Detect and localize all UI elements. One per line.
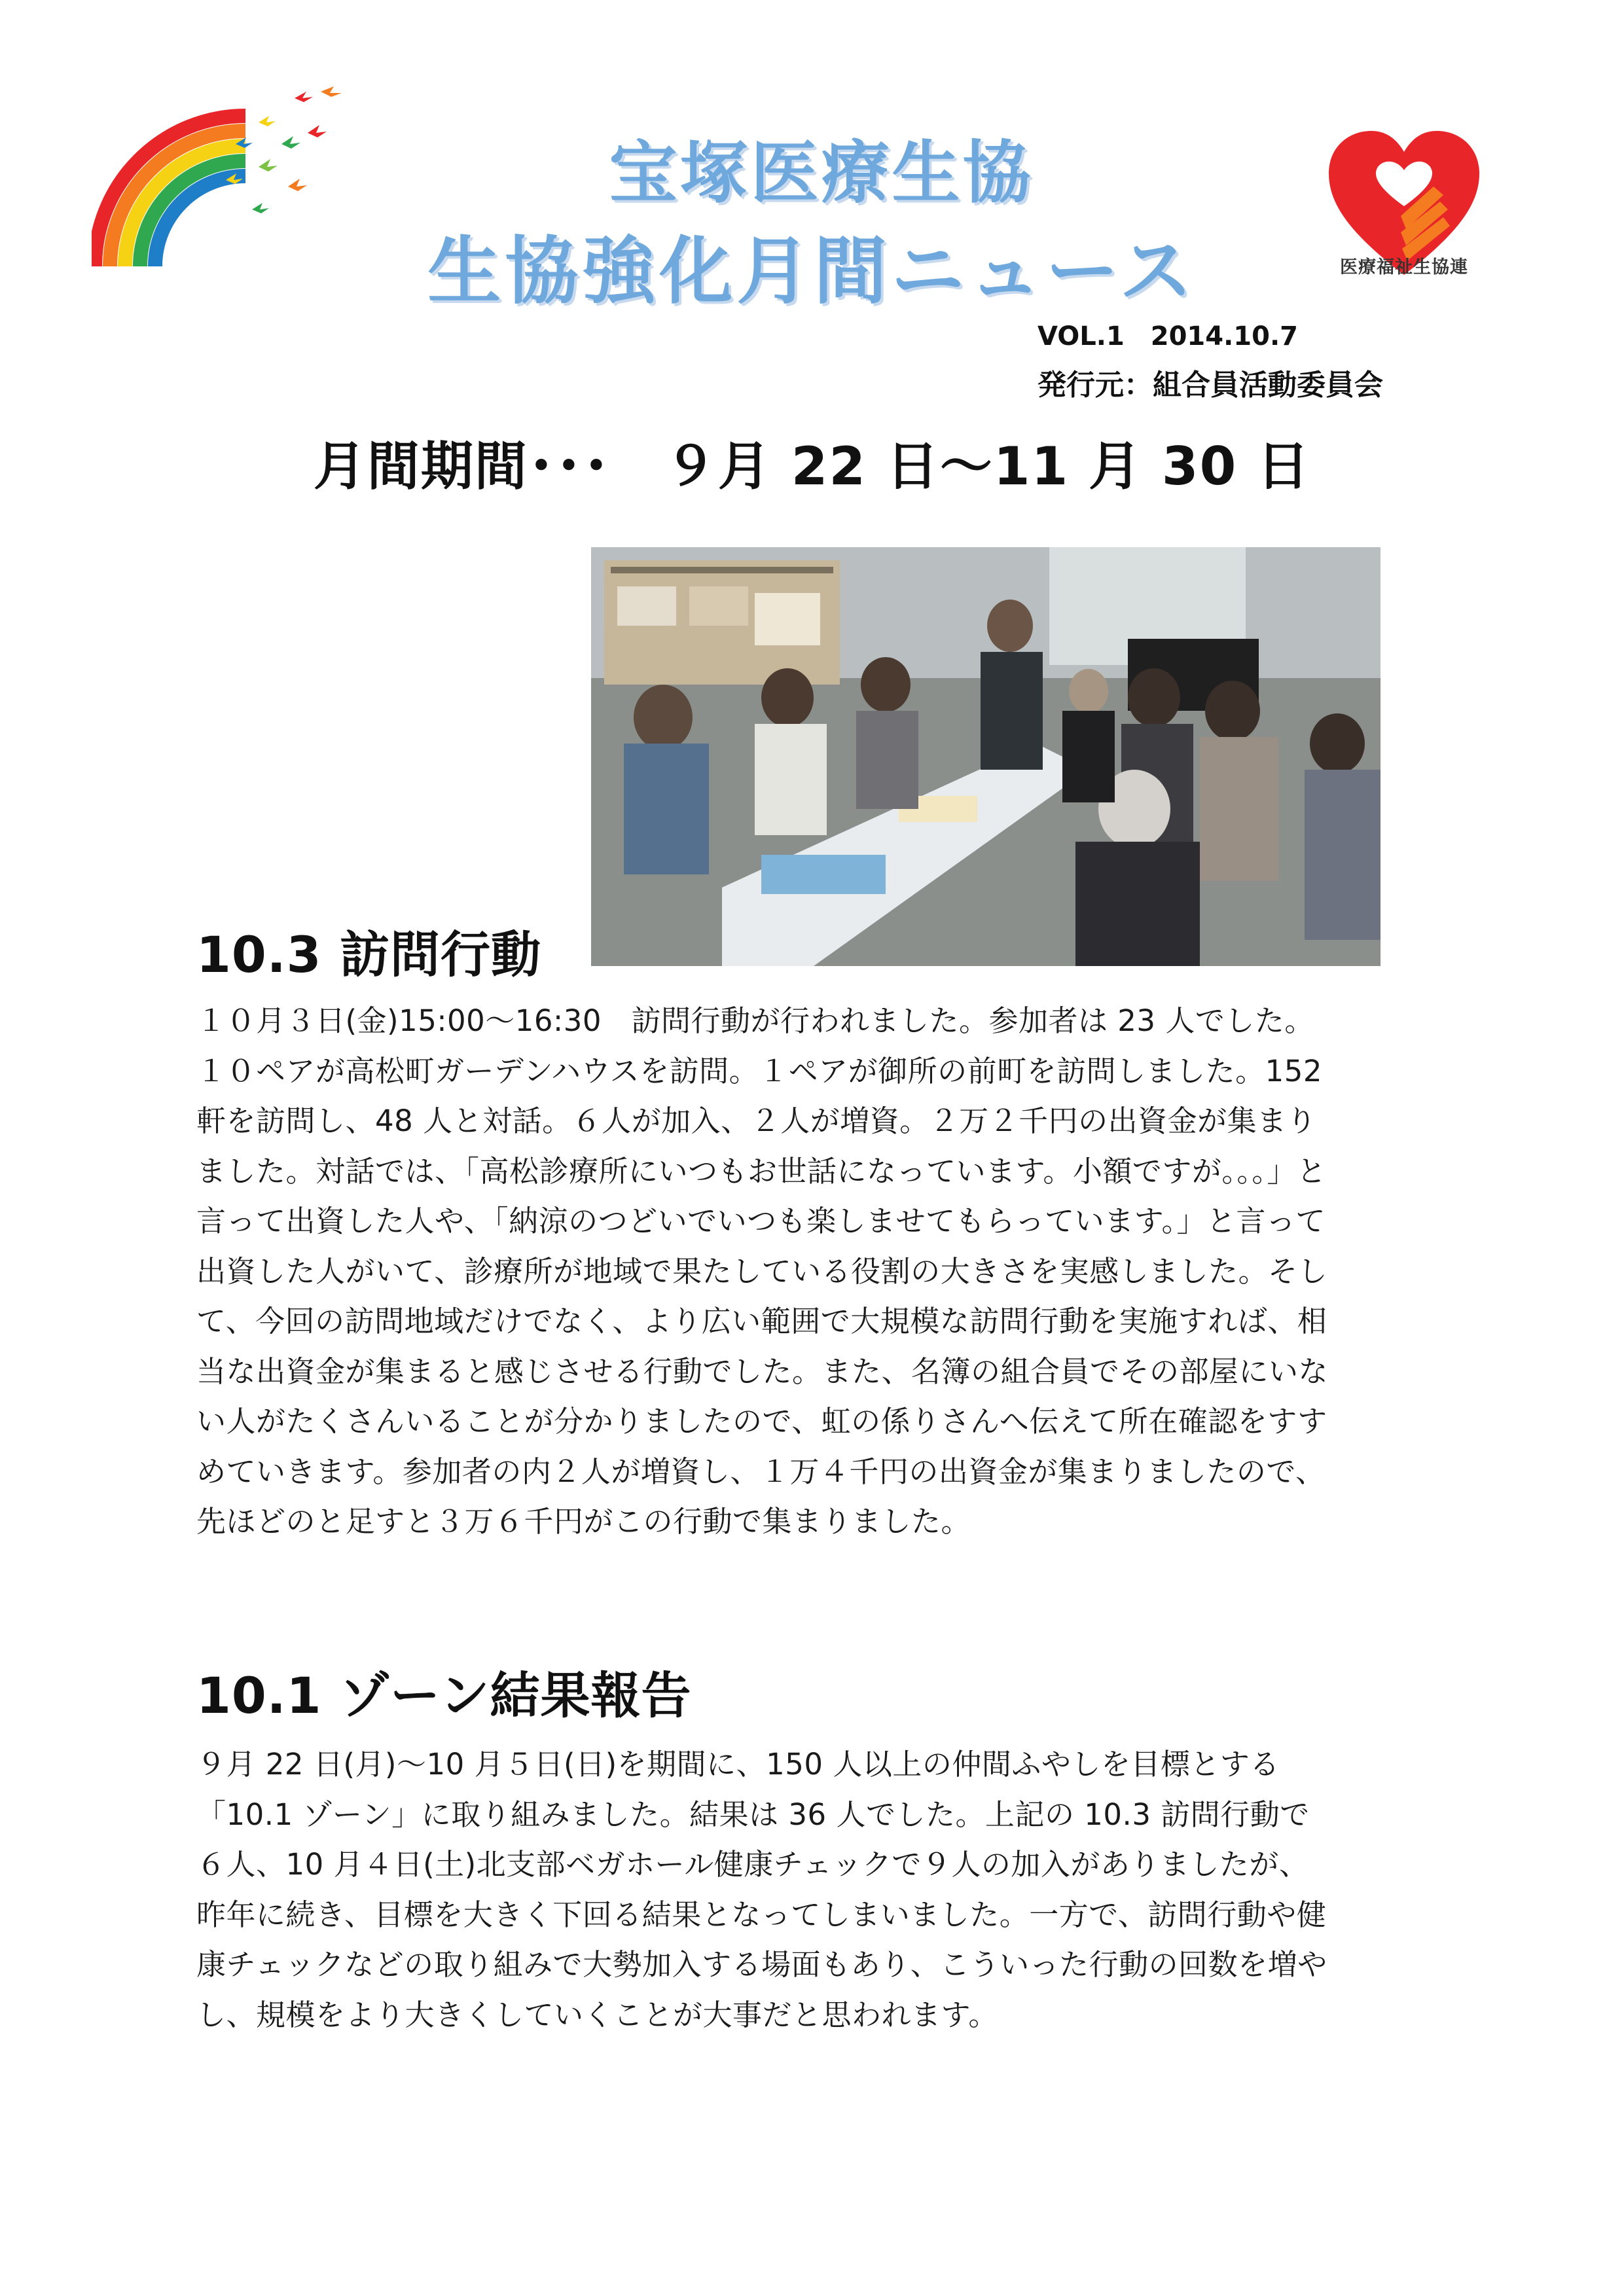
campaign-period: 月間期間･･･ ９月 22 日～11 月 30 日 (313, 436, 1311, 497)
publisher: 発行元：組合員活動委員会 (1038, 368, 1383, 402)
logo-caption: 医療福祉生協連 (1340, 257, 1468, 278)
section-body-zone-report: ９月 22 日(月)～10 月５日(日)を期間に、150 人以上の仲間ふやしを目標とする 「10.1 ゾーン」に取り組みました。結果は 36 人でした。上記の 10.3 訪問行動で ６人、10 月４日(土)北支部ベガホール健康チェックで９人の加入がありましたが、 昨年に続き、目標を大きく下回る結果となってしまいました。一方で、訪問行動や健 康チェックなどの取り組みで大勢加入する場面もあり、こういった行動の回数を増や し、規模をより大きくしていくことが大事だと思われます。 (196, 1747, 1327, 2032)
section-heading-zone-report: 10.1 ゾーン結果報告 (196, 1666, 692, 1725)
meeting-photo (591, 547, 1380, 966)
issue-volume-date: VOL.1 2014.10.7 (1038, 321, 1298, 351)
section-heading-visit-action: 10.3 訪問行動 (196, 925, 541, 984)
newsletter-title-main: 生協強化月間ニュース (427, 229, 1197, 314)
newsletter-title-org: 宝塚医療生協 (609, 133, 1034, 213)
section-body-visit-action: １０月３日(金)15:00～16:30 訪問行動が行われました。参加者は 23 人でした。 １０ペアが高松町ガーデンハウスを訪問。１ペアが御所の前町を訪問しました。152 軒を訪問し、48 人と対話。６人が加入、２人が増資。２万２千円の出資金が集まり ました。対話では、「高松診療所にいつもお世話になっています。小額ですが。。。」と 言って出資した人や、「納涼のつどいでいつも楽しませてもらっています。」と言って 出資した人がいて、診療所が地域で果たしている役割の大きさを実感しました。そし て、今回の訪問地域だけでなく、より広い範囲で大規模な訪問行動を実施すれば、相 当な出資金が集まると感じさせる行動でした。また、名簿の組合員でその部屋にいな い人がたくさんいることが分かりましたので、虹の係りさんへ伝えて所在確認をすす めていきます。参加者の内２人が増資し、１万４千円の出資金が集まりましたので、 先ほどのと足すと３万６千円がこの行動で集まりました。 (196, 1003, 1329, 1539)
